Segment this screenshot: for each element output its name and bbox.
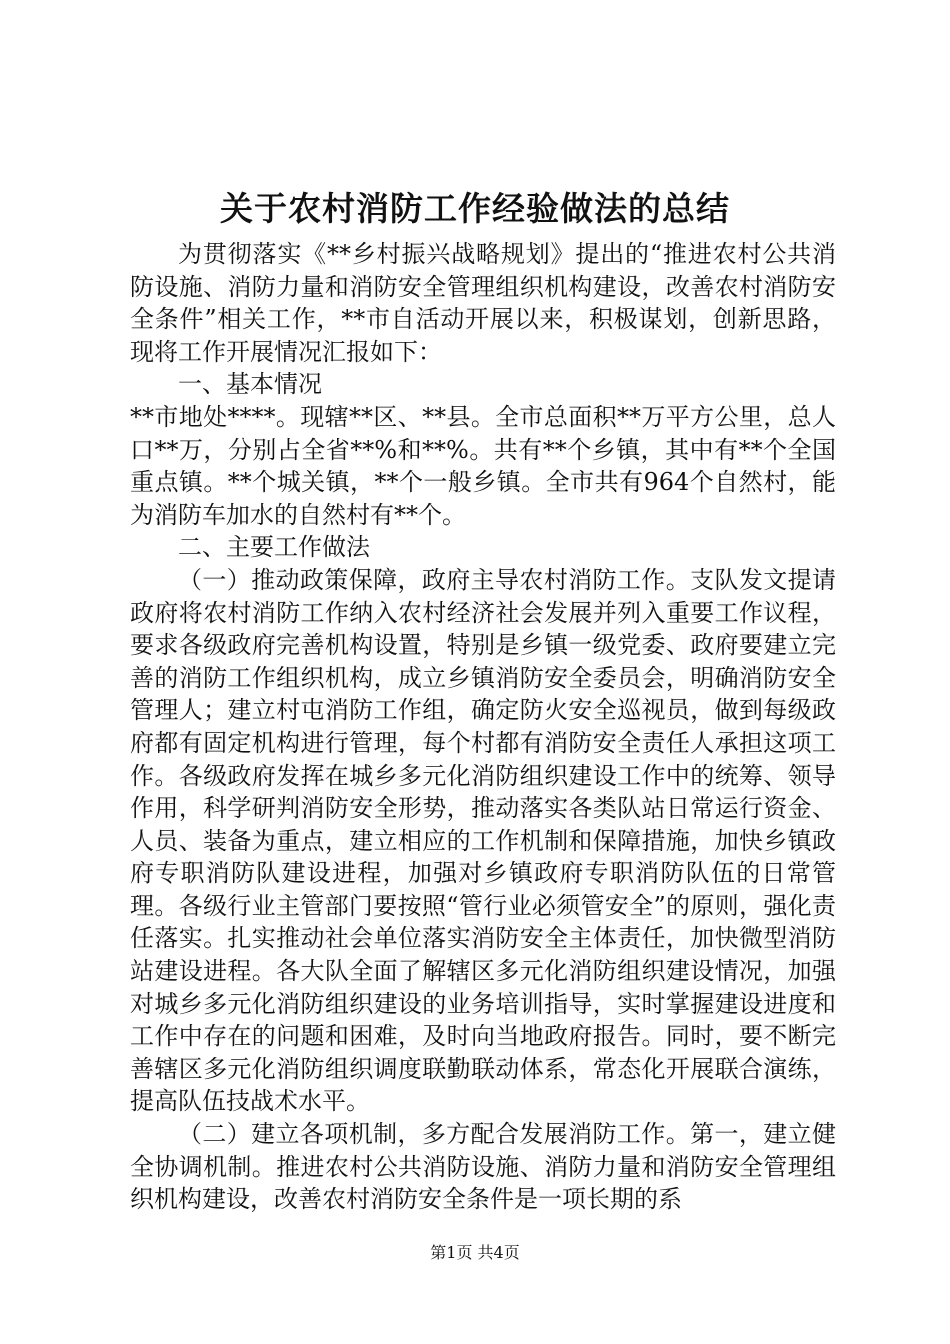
document-title: 关于农村消防工作经验做法的总结 (220, 189, 730, 228)
document-body (130, 238, 836, 1216)
intro-paragraph: 为贯彻落实《**乡村振兴战略规划》提出的“推进农村公共消防设施、消防力量和消防安全管理组织机构建设，改善农村消防安全条件”相关工作，**市自活动开展以来，积极谋划，创新思路，现将工作开展情况汇报如下： (130, 240, 836, 366)
practice-paragraph-1: （一）推动政策保障，政府主导农村消防工作。支队发文提请政府将农村消防工作纳入农村经济社会发展并列入重要工作议程，要求各级政府完善机构设置，特别是乡镇一级党委、政府要建立完善的消防工作组织机构，成立乡镇消防安全委员会，明确消防安全管理人；建立村屯消防工作组，确定防火安全巡视员，做到每级政府都有固定机构进行管理，每个村都有消防安全责任人承担这项工作。各级政府发挥在城乡多元化消防组织建设工作中的统筹、领导作用，科学研判消防安全形势，推动落实各类队站日常运行资金、人员、装备为重点，建立相应的工作机制和保障措施，加快乡镇政府专职消防队建设进程，加强对乡镇政府专职消防队伍的日常管理。各级行业主管部门要按照“管行业必须管安全”的原则，强化责任落实。扎实推动社会单位落实消防安全主体责任，加快微型消防站建设进程。各大队全面了解辖区多元化消防组织建设情况，加强对城乡多元化消防组织建设的业务培训指导，实时掌握建设进度和工作中存在的问题和困难，及时向当地政府报告。同时，要不断完善辖区多元化消防组织调度联勤联动体系，常态化开展联合演练，提高队伍技战术水平。 (130, 565, 836, 1116)
section-heading-practices: 二、主要工作做法 (178, 533, 370, 562)
basic-situation-paragraph: **市地处****。现辖**区、**县。全市总面积**万平方公里，总人口**万，分别占全省**%和**%。共有**个乡镇，其中有**个全国重点镇。**个城关镇，**个一般乡镇。全市共有964个自然村，能为消防车加水的自然村有**个。 (130, 402, 836, 529)
practice-paragraph-2: （二）建立各项机制，多方配合发展消防工作。第一，建立健全协调机制。推进农村公共消防设施、消防力量和消防安全管理组织机构建设，改善农村消防安全条件是一项长期的系 (130, 1120, 836, 1214)
section-heading-basic: 一、基本情况 (178, 370, 322, 399)
page-footer: 第1页 共4页 (430, 1243, 520, 1262)
